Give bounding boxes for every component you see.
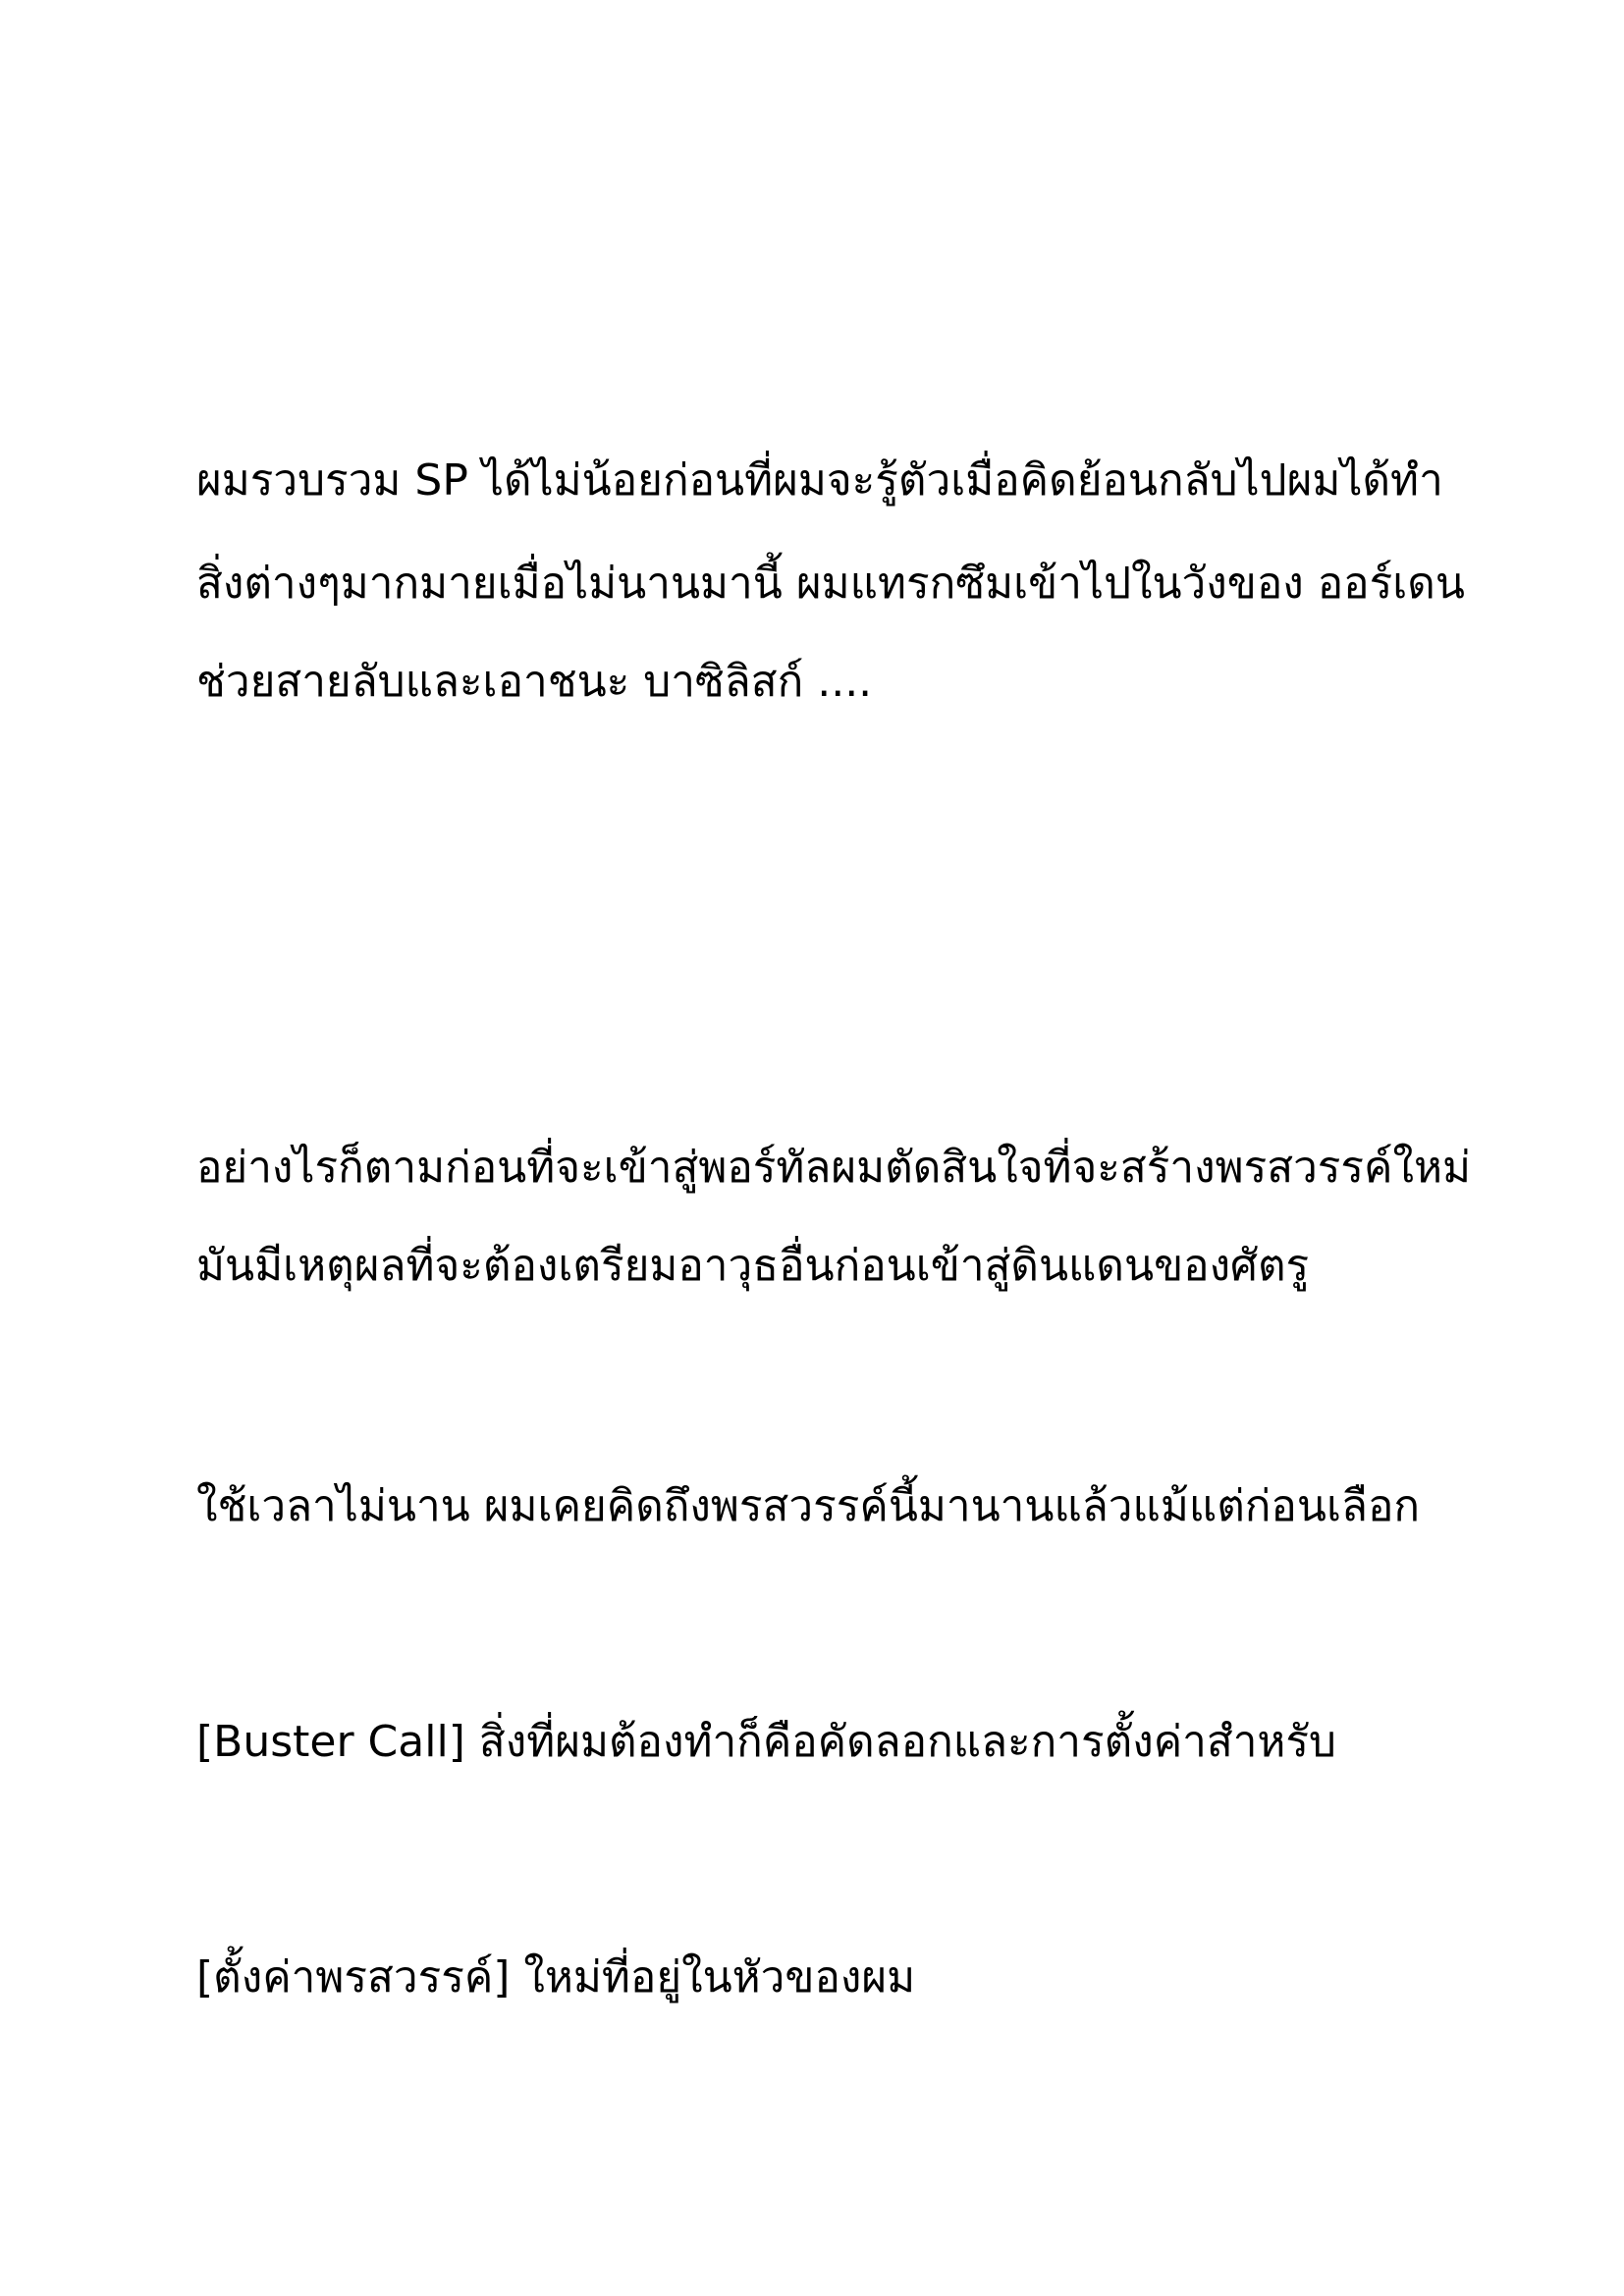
paragraph-4: [Buster Call] สิ่งที่ผมต้องทำก็คือคัดลอกและการตั้งค่าสำหรับ [196, 1717, 1336, 1767]
paragraph-5: [ตั้งค่าพรสวรรค์] ใหม่ที่อยู่ในหัวของผม [196, 1952, 916, 2002]
paragraph-1-line-1: ผมรวบรวม SP ได้ไม่น้อยก่อนที่ผมจะรู้ตัวเมื่อคิดย้อนกลับไปผมได้ทำ [196, 455, 1443, 506]
paragraph-1-line-2: สิ่งต่างๆมากมายเมื่อไม่นานมานี้ ผมแทรกซึมเข้าไปในวังของ ออร์เดน [196, 559, 1465, 609]
paragraph-2-line-1: อย่างไรก็ตามก่อนที่จะเข้าสู่พอร์ทัลผมตัดสินใจที่จะสร้างพรสวรรค์ใหม่ [196, 1143, 1471, 1193]
paragraph-1-line-3: ช่วยสายลับและเอาชนะ บาซิลิสก์ .... [196, 657, 873, 707]
paragraph-3: ใช้เวลาไม่นาน ผมเคยคิดถึงพรสวรรค์นี้มานานแล้วแม้แต่ก่อนเลือก [196, 1481, 1421, 1531]
paragraph-2-line-2: มันมีเหตุผลที่จะต้องเตรียมอาวุธอื่นก่อนเข้าสู่ดินแดนของศัตรู [196, 1241, 1310, 1291]
